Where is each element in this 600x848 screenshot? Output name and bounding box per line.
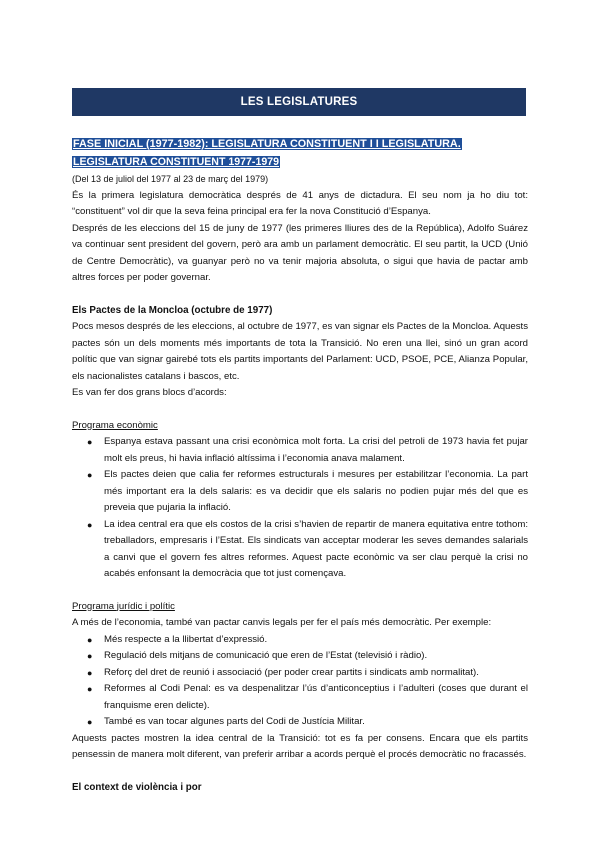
bullet-icon: ●	[87, 651, 93, 661]
constituent-heading: LEGISLATURA CONSTITUENT 1977-1979	[73, 155, 280, 168]
moncloa-paragraph-1: Pocs mesos després de les eleccions, al octubre de 1977, es van signar els Pactes de la Moncloa. Aquests pactes són un dels moments més importants de tota la Transició. No eren una llei, sinó un gran acord polític que van signar gairebé tots els partits importants del Parlament: UCD, PSOE, PCE, Alianza Popular, els nacionalistes catalans i bascos, etc.	[72, 321, 528, 382]
bullet-icon: ●	[87, 667, 93, 678]
list-item: ● També es van tocar algunes parts del Codi de Justícia Militar.	[72, 714, 528, 731]
bullet-icon: ●	[87, 684, 93, 694]
list-item: ● Regulació dels mitjans de comunicació que eren de l’Estat (televisió i ràdio).	[72, 648, 528, 665]
list-item: ● Espanya estava passant una crisi econòmica molt forta. La crisi del petroli de 1973 havia fet pujar molt els preus, hi havia inflació altíssima i l’economia anava malament.	[87, 436, 528, 464]
page-title: LES LEGISLATURES	[240, 96, 358, 108]
list-item: ● La idea central era que els costos de la crisi s’havien de repartir de manera equitativa entre tothom: treballadors, empresaris i l’Estat. Els sindicats van acceptar moderar les seves demandes salarials a canvi que el govern fes altres reformes. Aquest pacte econòmic va ser clau perquè la crisi no acabés enfonsant la democràcia que tot just començava.	[87, 518, 528, 579]
constituent-paragraph-1: És la primera legislatura democràtica després de 41 anys de dictadura. El seu nom ja ho diu tot: “constituent” vol dir que la seva feina principal era fer la nova Constitució d’Espanya.	[72, 189, 528, 217]
moncloa-paragraph-2: Es van fer dos grans blocs d’acords:	[72, 387, 227, 398]
moncloa-heading: Els Pactes de la Moncloa (octubre de 1977)	[72, 304, 273, 316]
legal-outro: Aquests pactes mostren la idea central de la Transició: tot es fa per consens. Encara que els partits pensessin de manera molt diferent, van preferir arribar a acords perquè el procés democràtic no fracassés.	[72, 732, 528, 760]
constituent-dates: (Del 13 de juliol del 1977 al 23 de març del 1979)	[72, 174, 269, 184]
legal-heading: Programa jurídic i polític	[72, 600, 175, 612]
title-banner	[72, 88, 526, 116]
bullet-icon: ●	[87, 519, 93, 530]
bullet-icon: ●	[87, 717, 93, 727]
list-item: ● Els pactes deien que calia fer reformes estructurals i mesures per estabilitzar l’economia. La part més important era la dels salaris: es va decidir que els salaris no podien pujar més del que es preveia que pujaria la inflació.	[87, 469, 528, 513]
economic-list	[72, 434, 528, 583]
list-item: ● Reformes al Codi Penal: es va despenalitzar l’ús d’anticonceptius i l’adulteri (coses que durant el franquisme eren delicte).	[87, 683, 528, 711]
list-item: ● Més respecte a la llibertat d’expressió.	[72, 632, 528, 649]
constituent-paragraph-2: Després de les eleccions del 15 de juny de 1977 (les primeres lliures des de la República), Adolfo Suárez va continuar sent president del govern, però ara amb un parlament democràtic. El seu partit, la UCD (Unió de Centre Democràtic), va guanyar però no va tenir majoria absoluta, o sigui que havia de pactar amb altres forces per poder governar.	[72, 222, 528, 283]
legal-intro: A més de l’economia, també van pactar canvis legals per fer el país més democràtic. Per exemple:	[72, 617, 492, 628]
document-body	[72, 136, 528, 796]
bullet-icon: ●	[87, 634, 93, 645]
legal-list	[72, 632, 528, 731]
bullet-icon: ●	[87, 470, 93, 480]
bullet-icon: ●	[87, 437, 93, 447]
economic-heading: Programa econòmic	[72, 419, 158, 431]
phase-heading: FASE INICIAL (1977-1982): LEGISLATURA CONSTITUENT I I LEGISLATURA.	[73, 138, 461, 150]
list-item: ● Reforç del dret de reunió i associació (per poder crear partits i sindicats amb normalitat).	[72, 665, 528, 682]
violence-heading: El context de violència i por	[72, 781, 202, 793]
